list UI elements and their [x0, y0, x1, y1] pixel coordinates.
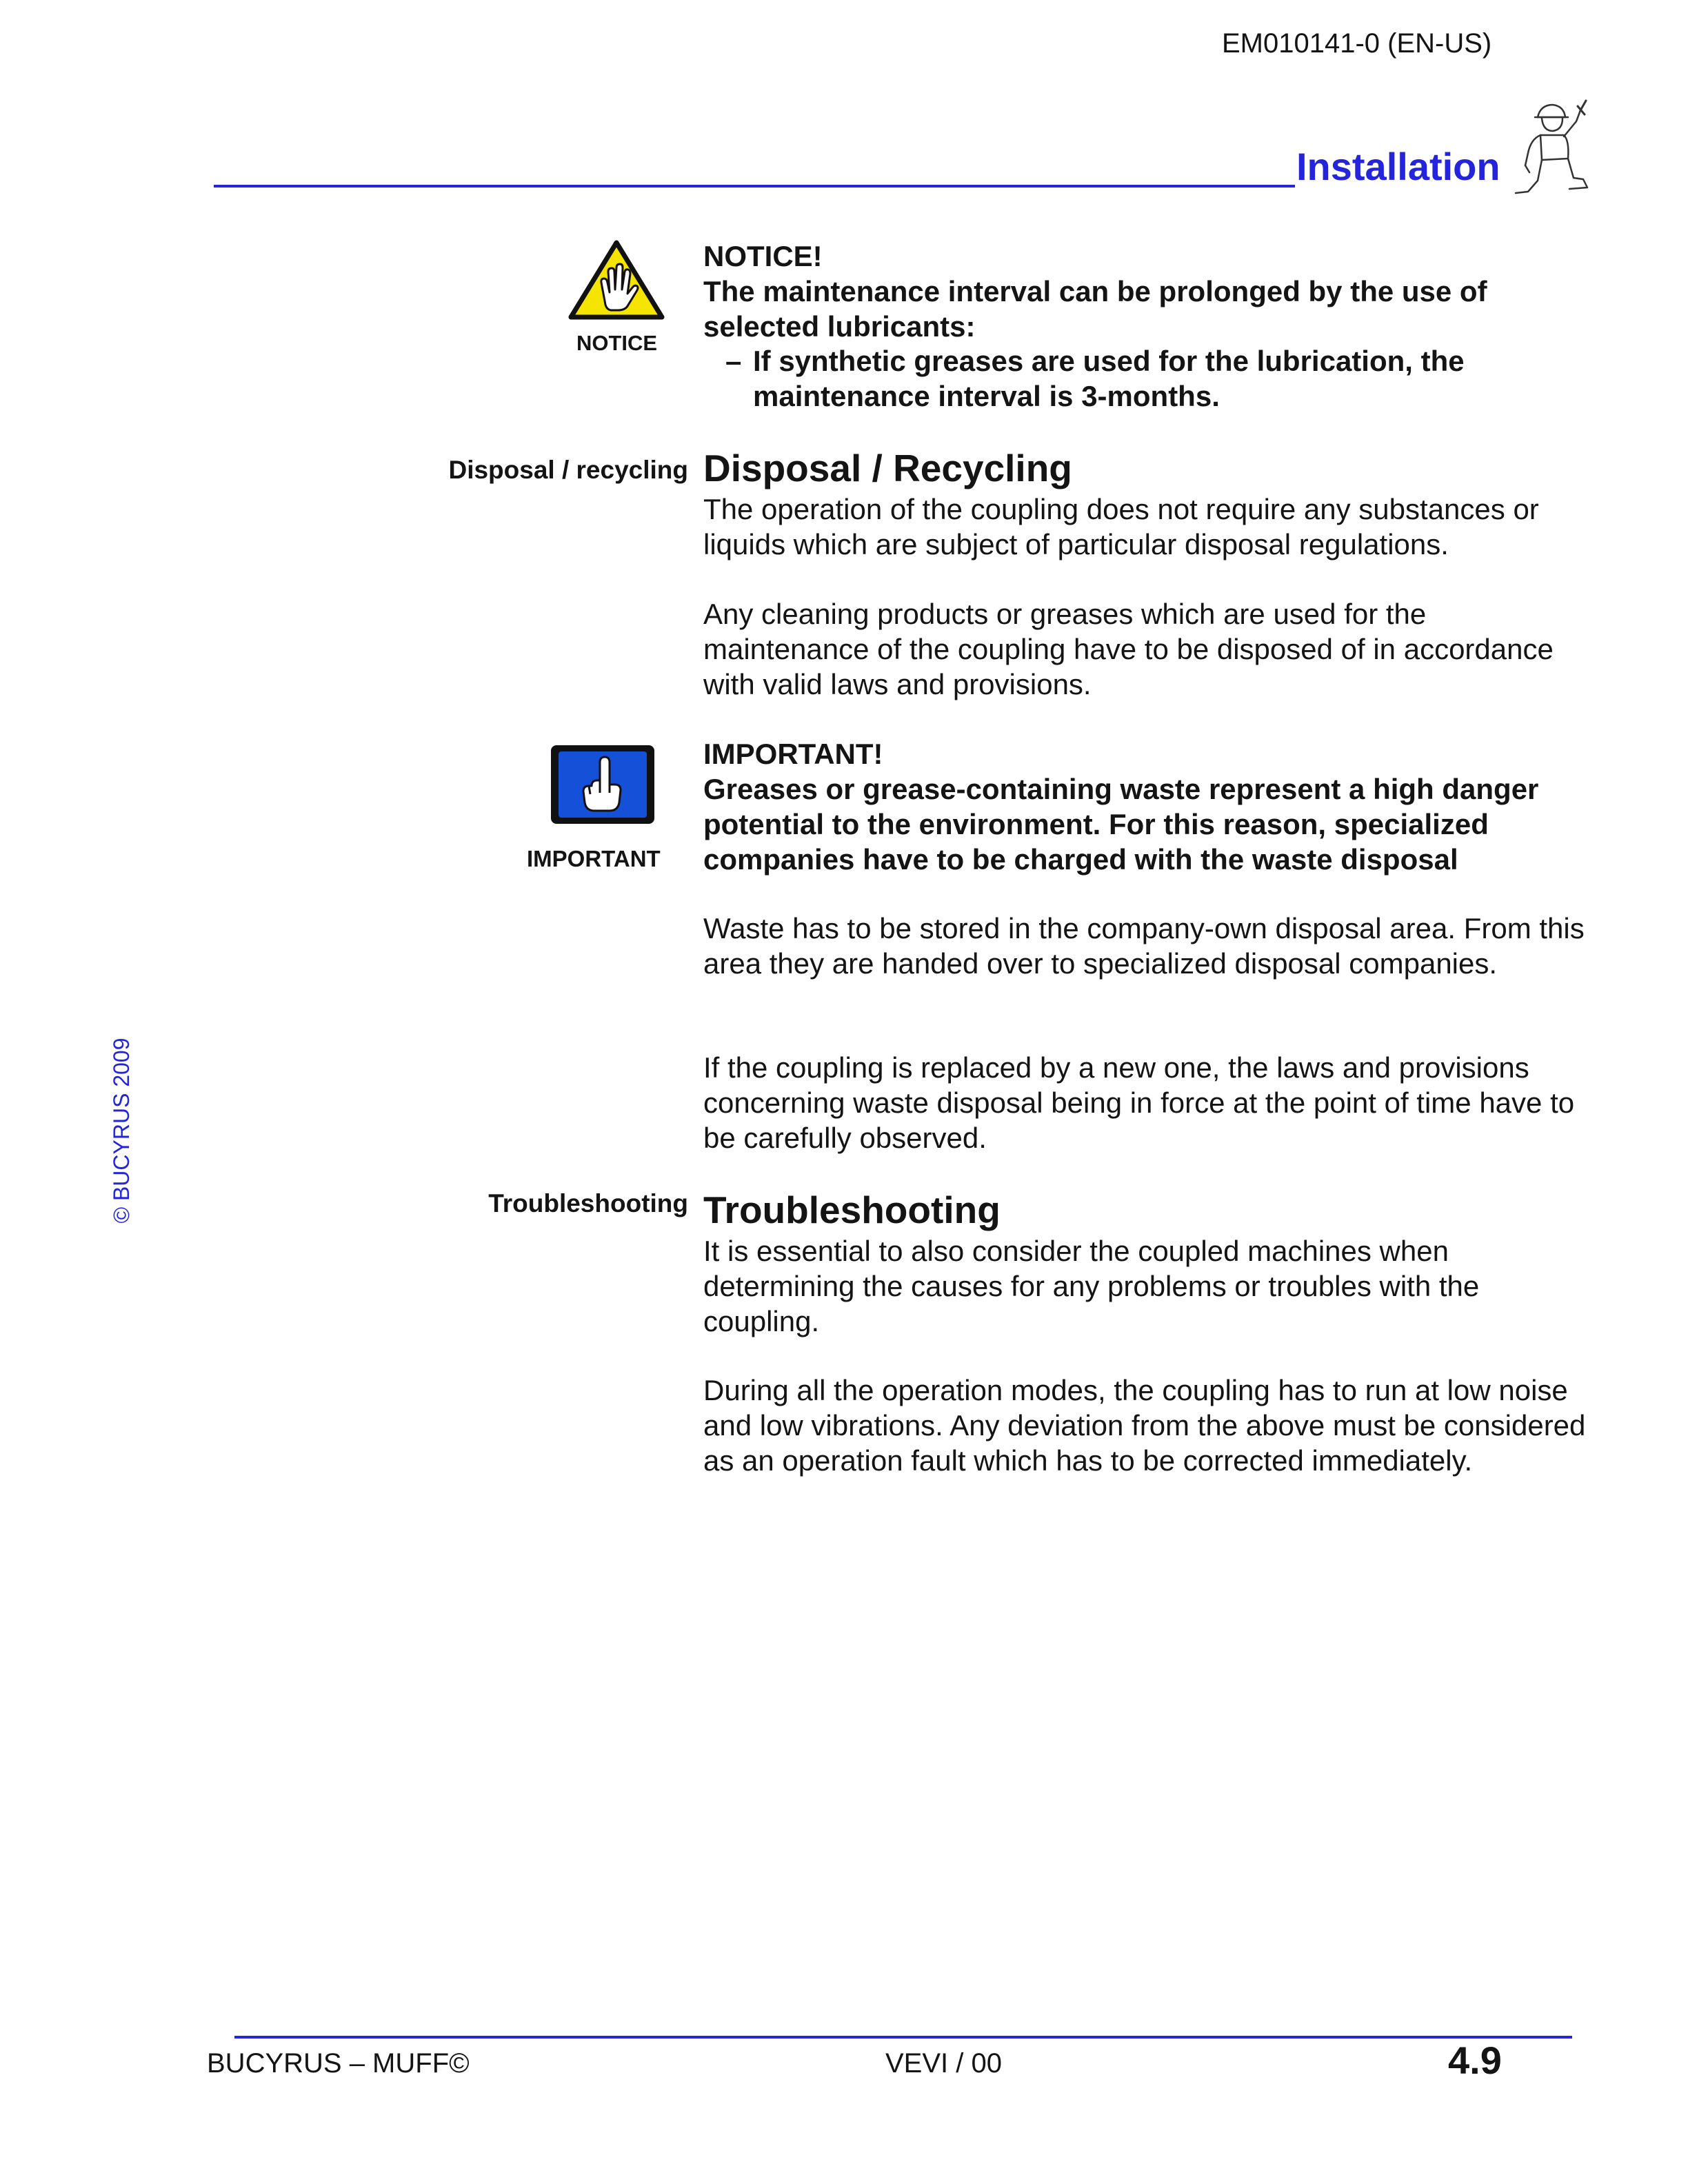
troubleshooting-paragraph: During all the operation modes, the coupling has to run at low noise and low vibrations. Any deviation from the above must be considered as an operation fault which has to be corrected immediately. — [703, 1374, 1586, 1477]
page-number: 4.9 — [1448, 2039, 1502, 2082]
header-rule — [214, 185, 1295, 188]
important-block — [703, 736, 1593, 877]
notice-lead: The maintenance interval can be prolonged by the use of selected lubricants: — [703, 275, 1487, 343]
notice-block — [703, 239, 1593, 344]
list-dash: – — [725, 345, 742, 377]
hand-warning-triangle-icon — [567, 239, 666, 321]
important-heading: IMPORTANT! — [703, 738, 883, 770]
footer-rule — [234, 2036, 1572, 2039]
disposal-heading: Disposal / Recycling — [703, 447, 1072, 489]
notice-icon-caption: NOTICE — [576, 331, 658, 355]
important-icon-caption: IMPORTANT — [527, 846, 661, 871]
notice-list-item — [725, 343, 1594, 414]
important-text: Greases or grease-containing waste represent a high danger potential to the environment. For this reason, specialized companies have to be charged with the waste disposal — [703, 773, 1539, 876]
disposal-paragraph: The operation of the coupling does not require any substances or liquids which are subject of particular disposal regulations. — [703, 493, 1539, 560]
notice-heading: NOTICE! — [703, 240, 823, 272]
disposal-paragraph: Any cleaning products or greases which are used for the maintenance of the coupling have to be disposed of in accordance with valid laws and provisions. — [703, 598, 1554, 700]
side-copyright: © BUCYRUS 2009 — [109, 1038, 134, 1224]
pointing-hand-icon — [549, 743, 656, 826]
troubleshooting-heading: Troubleshooting — [703, 1189, 1001, 1231]
footer-publisher: BUCYRUS – MUFF© — [207, 2048, 470, 2079]
section-title: Installation — [1296, 145, 1500, 188]
disposal-paragraph: If the coupling is replaced by a new one, the laws and provisions concerning waste disposal being in force at the point of time have to be carefully observed. — [703, 1051, 1575, 1154]
installer-worker-icon — [1510, 97, 1591, 200]
disposal-paragraph: Waste has to be stored in the company-own disposal area. From this area they are handed over to specialized disposal companies. — [703, 912, 1585, 980]
troubleshooting-paragraph: It is essential to also consider the coupled machines when determining the causes for any problems or troubles with the coupling. — [703, 1235, 1480, 1337]
notice-item-text: If synthetic greases are used for the lubrication, the maintenance interval is 3-months. — [753, 345, 1465, 412]
margin-label-disposal: Disposal / recycling — [448, 456, 688, 484]
margin-label-troubleshooting: Troubleshooting — [488, 1189, 688, 1217]
document-id: EM010141-0 (EN-US) — [1222, 28, 1492, 59]
footer-revision: VEVI / 00 — [885, 2048, 1002, 2079]
